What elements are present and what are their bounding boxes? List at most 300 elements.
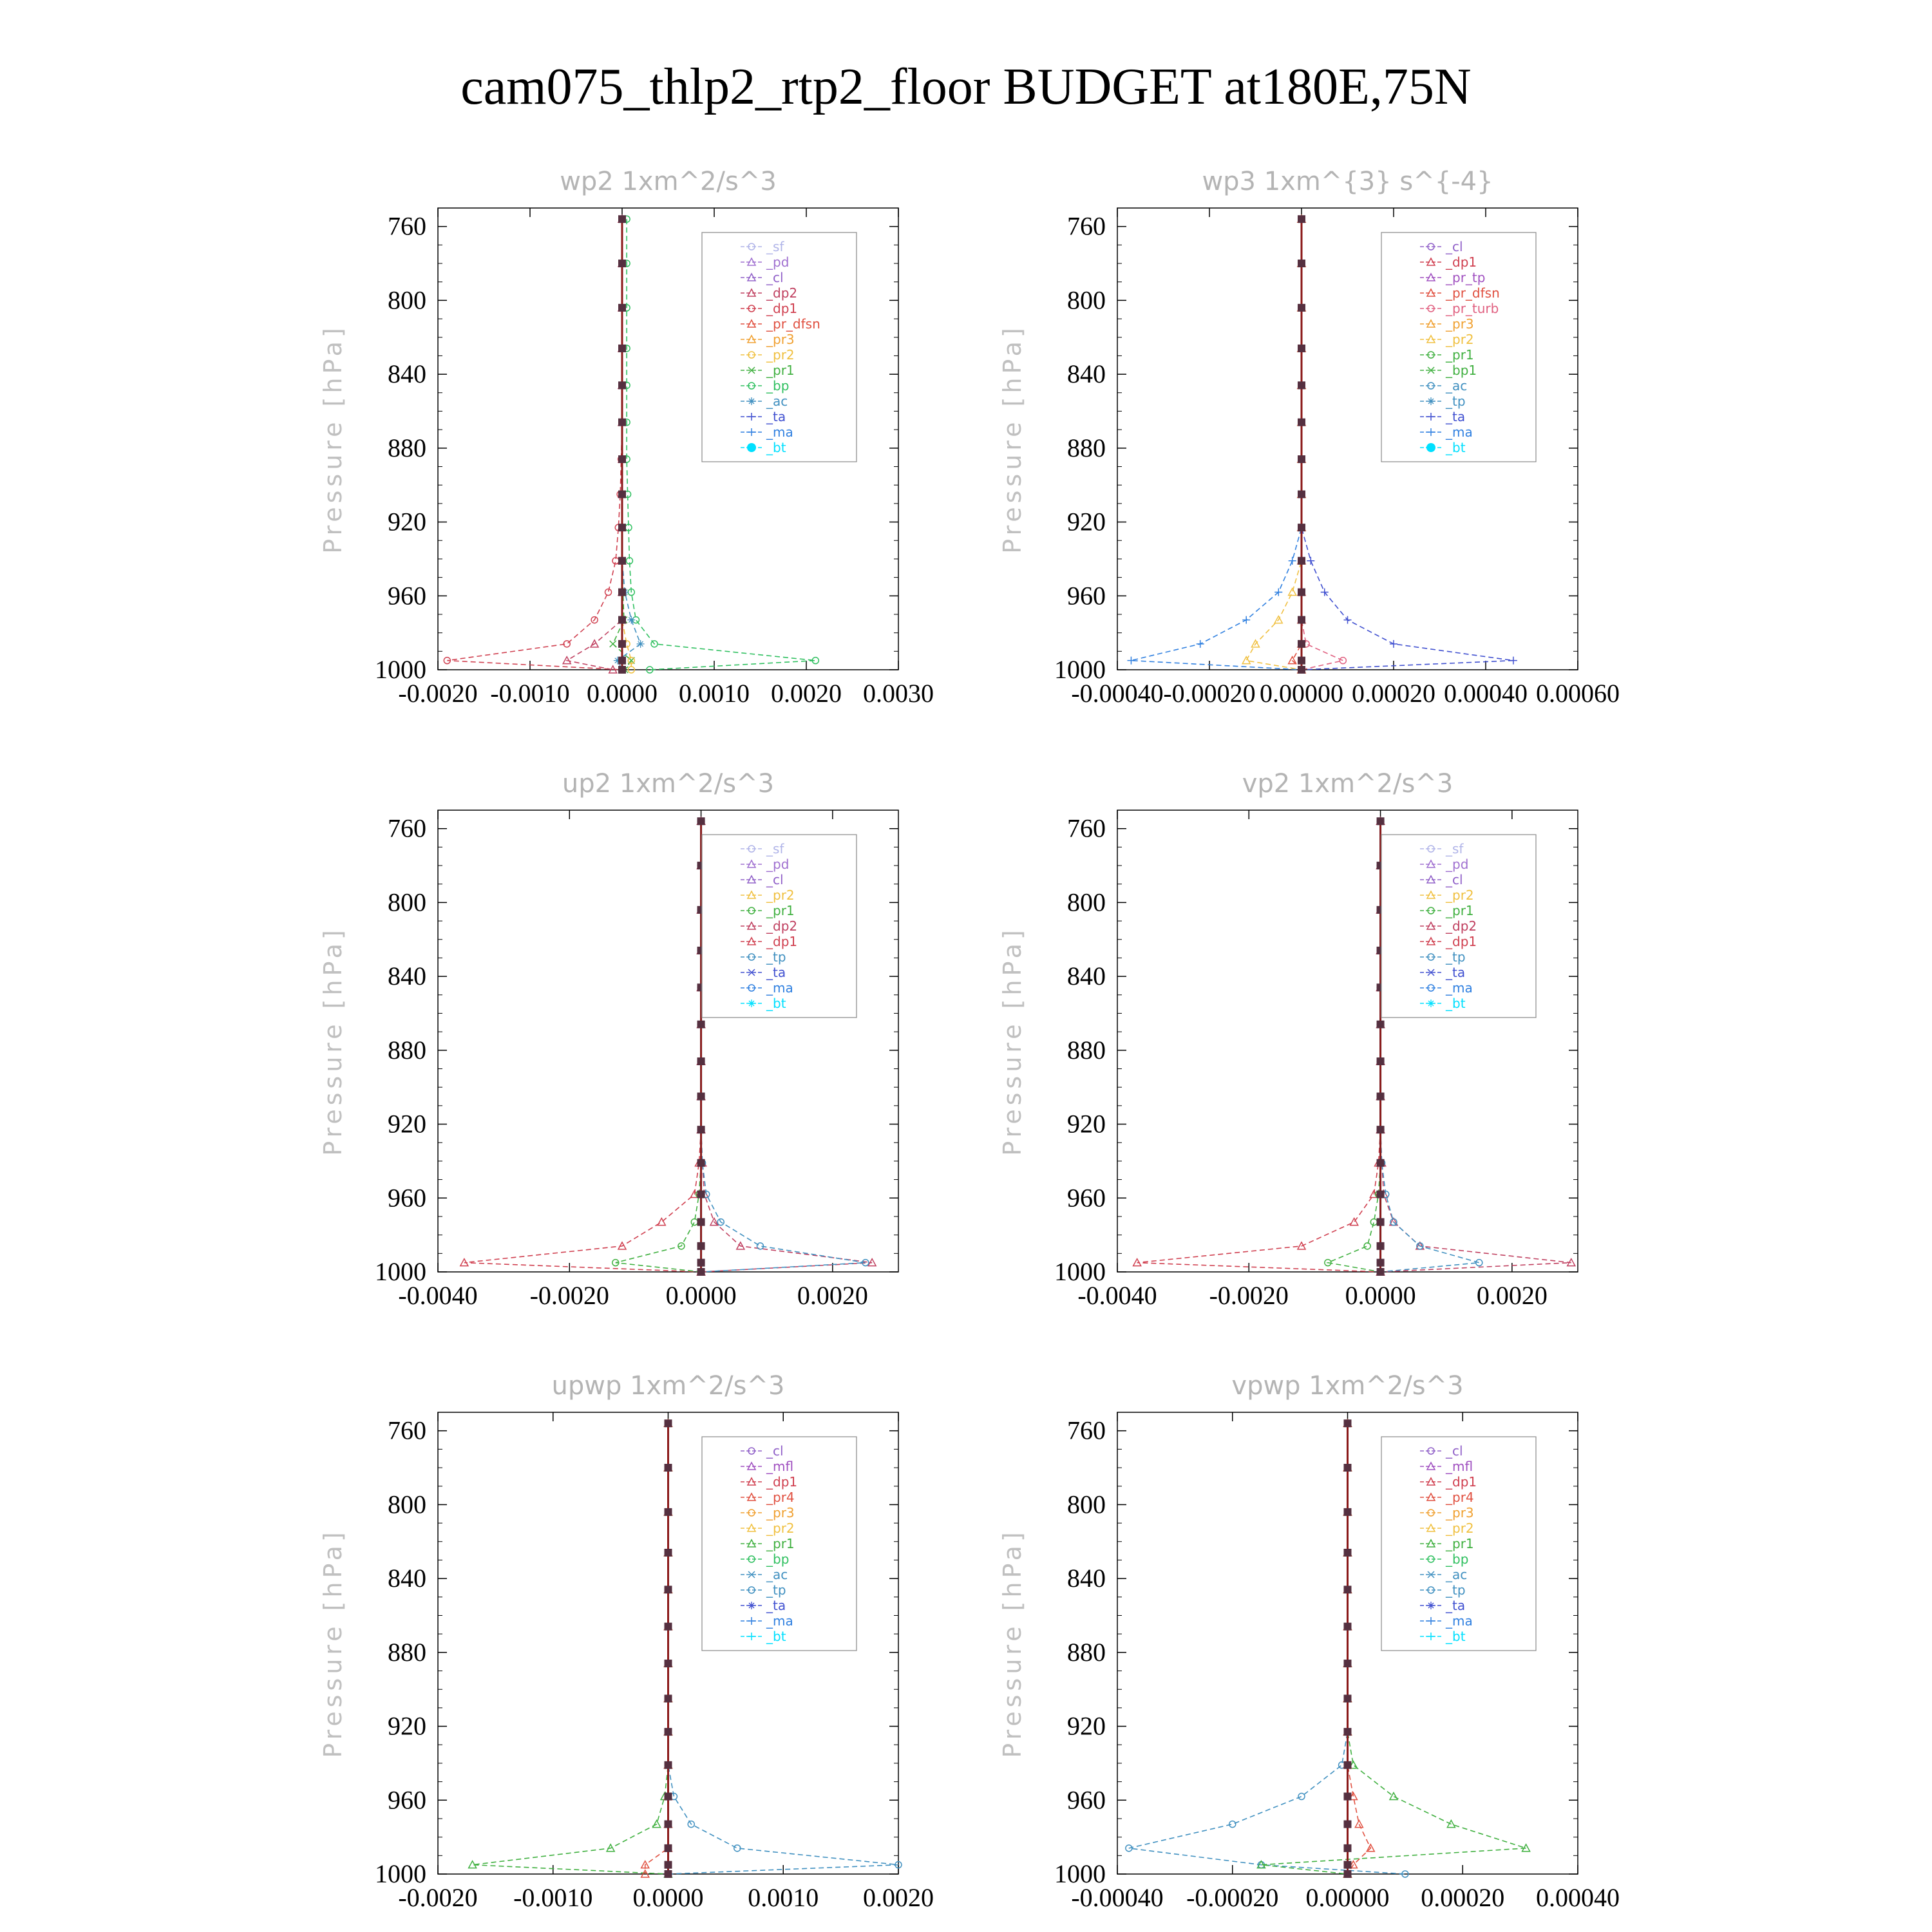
x-tick-label: -0.0020 bbox=[529, 1281, 609, 1310]
y-tick-label: 920 bbox=[388, 507, 426, 536]
legend-label: _pr4 bbox=[766, 1490, 795, 1505]
panel-5 bbox=[319, 1371, 934, 1912]
y-tick-label: 800 bbox=[1067, 285, 1106, 315]
data-point bbox=[1390, 640, 1397, 648]
series-line bbox=[1131, 219, 1302, 670]
x-tick-label: 0.0000 bbox=[632, 1883, 704, 1912]
legend-label: _ma bbox=[1446, 980, 1473, 996]
legend-label: _ma bbox=[766, 980, 793, 996]
legend-label: _ta bbox=[766, 1598, 786, 1613]
panel-title: wp3 1xm^{3} s^{-4} bbox=[1202, 167, 1493, 196]
overplot-marker bbox=[1377, 1021, 1385, 1028]
legend-label: _bt bbox=[1446, 440, 1466, 455]
overplot-marker bbox=[665, 1549, 672, 1557]
overplot-marker bbox=[1298, 557, 1305, 565]
y-tick-label: 760 bbox=[1067, 211, 1106, 241]
x-tick-label: -0.00020 bbox=[1186, 1883, 1279, 1912]
series-line bbox=[618, 219, 641, 670]
y-tick-label: 800 bbox=[388, 285, 426, 315]
overplot-marker bbox=[697, 1159, 705, 1167]
data-point bbox=[1242, 657, 1250, 664]
overplot-marker bbox=[1344, 1623, 1352, 1631]
data-point bbox=[1197, 640, 1204, 648]
x-tick-label: 0.00060 bbox=[1536, 679, 1620, 708]
overplot-marker bbox=[665, 1861, 672, 1869]
y-tick-label: 880 bbox=[1067, 1035, 1106, 1065]
legend-label: _tp bbox=[766, 1582, 786, 1598]
overplot-marker bbox=[1377, 1057, 1385, 1065]
legend-label: _bp bbox=[766, 378, 790, 393]
legend-label: _pr1 bbox=[1446, 1536, 1474, 1551]
overplot-marker bbox=[618, 491, 626, 498]
overplot-marker bbox=[697, 1268, 705, 1276]
data-point bbox=[1476, 1260, 1482, 1266]
y-tick-label: 880 bbox=[1067, 1637, 1106, 1667]
y-tick-label: 960 bbox=[1067, 1785, 1106, 1815]
overplot-marker bbox=[1377, 1268, 1385, 1276]
overplot-marker bbox=[1344, 1861, 1352, 1869]
overplot-marker bbox=[1377, 1159, 1385, 1167]
overplot-marker bbox=[697, 1259, 705, 1267]
legend-label: _ta bbox=[1446, 965, 1466, 980]
legend-label: _pr2 bbox=[1446, 1520, 1474, 1536]
x-tick-label: 0.00040 bbox=[1536, 1883, 1620, 1912]
data-point bbox=[1364, 1243, 1370, 1249]
legend-label: _ta bbox=[1446, 1598, 1466, 1613]
overplot-marker bbox=[1344, 1508, 1352, 1516]
legend-label: _pr4 bbox=[1446, 1490, 1474, 1505]
overplot-marker bbox=[665, 1821, 672, 1828]
overplot-marker bbox=[1298, 455, 1305, 463]
y-tick-label: 800 bbox=[388, 887, 426, 917]
overplot-marker bbox=[618, 419, 626, 426]
series-pr1 bbox=[1325, 818, 1384, 1275]
overplot-marker bbox=[618, 640, 626, 648]
data-point bbox=[1242, 616, 1250, 624]
legend-label: _dp2 bbox=[1446, 918, 1477, 934]
y-tick-label: 920 bbox=[388, 1109, 426, 1139]
y-tick-label: 840 bbox=[388, 359, 426, 389]
overplot-marker bbox=[618, 381, 626, 389]
legend-label: _pr2 bbox=[1446, 332, 1474, 347]
y-tick-label: 920 bbox=[1067, 1109, 1106, 1139]
legend-label: _cl bbox=[1446, 239, 1463, 254]
panel-title: vp2 1xm^2/s^3 bbox=[1242, 769, 1454, 799]
data-point bbox=[1340, 658, 1346, 664]
overplot-marker bbox=[1377, 1191, 1385, 1198]
y-tick-label: 1000 bbox=[375, 1859, 426, 1888]
x-tick-label: 0.0020 bbox=[863, 1883, 934, 1912]
series-line bbox=[447, 219, 622, 670]
panel-1 bbox=[319, 167, 934, 708]
overplot-marker bbox=[618, 455, 626, 463]
legend-label: _ta bbox=[766, 409, 786, 424]
x-tick-label: -0.0020 bbox=[398, 679, 478, 708]
x-tick-label: -0.0040 bbox=[1077, 1281, 1157, 1310]
overplot-marker bbox=[665, 1844, 672, 1852]
overplot-marker bbox=[1298, 304, 1305, 312]
data-point bbox=[1355, 1821, 1363, 1828]
legend-label: _ta bbox=[766, 965, 786, 980]
overplot-marker bbox=[1298, 640, 1305, 648]
legend-label: _pr_dfsn bbox=[766, 316, 820, 332]
legend-label: _bt bbox=[766, 440, 786, 455]
overplot-marker bbox=[1344, 1821, 1352, 1828]
series-line bbox=[616, 821, 701, 1272]
overplot-marker bbox=[1344, 1586, 1352, 1593]
legend-marker bbox=[1426, 443, 1435, 452]
data-point bbox=[610, 641, 616, 647]
x-tick-label: -0.00040 bbox=[1071, 1883, 1164, 1912]
series-dp1 bbox=[1133, 817, 1385, 1275]
x-tick-label: 0.00000 bbox=[1260, 679, 1343, 708]
series-line bbox=[1328, 821, 1381, 1272]
legend-label: _ac bbox=[766, 1567, 788, 1582]
overplot-marker bbox=[1344, 1464, 1352, 1472]
legend-label: _ac bbox=[1446, 1567, 1468, 1582]
y-axis-label: Pressure [hPa] bbox=[319, 324, 347, 554]
overplot-marker bbox=[618, 260, 626, 267]
legend-label: _pr2 bbox=[766, 887, 795, 903]
y-tick-label: 840 bbox=[1067, 961, 1106, 991]
y-tick-label: 760 bbox=[1067, 813, 1106, 843]
series-line bbox=[1302, 219, 1343, 670]
overplot-marker bbox=[1298, 666, 1305, 674]
overplot-marker bbox=[665, 1761, 672, 1769]
legend-label: _pr_tp bbox=[1446, 270, 1486, 285]
legend-label: _pr_dfsn bbox=[1446, 285, 1500, 301]
series-line bbox=[645, 1423, 668, 1874]
legend-label: _mfl bbox=[766, 1459, 794, 1474]
panel-6 bbox=[998, 1371, 1620, 1912]
x-tick-label: -0.0010 bbox=[513, 1883, 593, 1912]
y-tick-label: 1000 bbox=[1054, 655, 1106, 684]
x-tick-label: 0.0030 bbox=[863, 679, 934, 708]
legend-label: _bt bbox=[766, 1629, 786, 1644]
legend-label: _dp1 bbox=[1446, 1474, 1477, 1490]
overplot-marker bbox=[1344, 1870, 1352, 1878]
overplot-marker bbox=[1298, 657, 1305, 665]
x-tick-label: 0.0000 bbox=[665, 1281, 737, 1310]
legend-label: _tp bbox=[1446, 393, 1466, 409]
overplot-marker bbox=[1377, 1218, 1385, 1226]
legend-label: _bt bbox=[1446, 996, 1466, 1011]
x-tick-label: -0.0010 bbox=[490, 679, 570, 708]
x-tick-label: 0.00040 bbox=[1444, 679, 1528, 708]
x-tick-label: 0.0000 bbox=[587, 679, 658, 708]
y-axis-label: Pressure [hPa] bbox=[998, 324, 1027, 554]
panel-3 bbox=[319, 769, 898, 1310]
series-line bbox=[464, 821, 701, 1272]
overplot-marker bbox=[1344, 1695, 1352, 1703]
legend-label: _dp1 bbox=[766, 301, 798, 316]
data-point bbox=[1344, 616, 1352, 624]
overplot-marker bbox=[1377, 817, 1385, 825]
y-tick-label: 840 bbox=[388, 961, 426, 991]
data-point bbox=[1510, 657, 1517, 665]
y-tick-label: 840 bbox=[388, 1564, 426, 1593]
x-tick-label: 0.0000 bbox=[1345, 1281, 1416, 1310]
legend-label: _dp2 bbox=[766, 285, 798, 301]
legend-label: _dp2 bbox=[766, 918, 798, 934]
legend-label: _pr1 bbox=[766, 903, 795, 918]
overplot-marker bbox=[665, 1586, 672, 1593]
series-pr2 bbox=[1242, 215, 1305, 673]
overplot-marker bbox=[1344, 1419, 1352, 1427]
overplot-marker bbox=[618, 215, 626, 223]
y-tick-label: 960 bbox=[1067, 1183, 1106, 1213]
data-point bbox=[1370, 1219, 1377, 1226]
x-tick-label: 0.0020 bbox=[797, 1281, 868, 1310]
series-dp1 bbox=[460, 817, 705, 1275]
legend-label: _pr1 bbox=[1446, 903, 1474, 918]
overplot-marker bbox=[1298, 616, 1305, 624]
legend-label: _cl bbox=[1446, 872, 1463, 887]
overplot-marker bbox=[1344, 1793, 1352, 1801]
data-point bbox=[637, 640, 645, 648]
y-tick-label: 920 bbox=[388, 1711, 426, 1741]
legend-label: _pr_turb bbox=[1446, 301, 1499, 316]
y-tick-label: 800 bbox=[388, 1490, 426, 1519]
data-point bbox=[1298, 1794, 1305, 1800]
overplot-marker bbox=[1298, 215, 1305, 223]
overplot-marker bbox=[697, 1057, 705, 1065]
series-pr_dfsn bbox=[1289, 215, 1305, 673]
y-tick-label: 960 bbox=[388, 1183, 426, 1213]
legend-label: _sf bbox=[1446, 841, 1464, 857]
series-pr1 bbox=[469, 1419, 672, 1877]
series-ma bbox=[1127, 215, 1305, 674]
x-tick-label: 0.0020 bbox=[771, 679, 842, 708]
y-tick-label: 1000 bbox=[375, 1257, 426, 1286]
legend-label: _pr2 bbox=[766, 1520, 795, 1536]
y-tick-label: 960 bbox=[388, 1785, 426, 1815]
y-tick-label: 880 bbox=[388, 1035, 426, 1065]
legend-label: _bp1 bbox=[1446, 363, 1477, 378]
y-tick-label: 840 bbox=[1067, 359, 1106, 389]
overplot-marker bbox=[1298, 260, 1305, 267]
x-tick-label: -0.00040 bbox=[1071, 679, 1164, 708]
data-point bbox=[1289, 589, 1296, 596]
panel-title: upwp 1xm^2/s^3 bbox=[551, 1371, 785, 1401]
overplot-marker bbox=[665, 1695, 672, 1703]
series-line bbox=[1137, 821, 1381, 1272]
data-point bbox=[1390, 1793, 1397, 1800]
y-tick-label: 760 bbox=[388, 211, 426, 241]
panel-4 bbox=[998, 769, 1578, 1310]
overplot-marker bbox=[1298, 491, 1305, 498]
data-point bbox=[734, 1845, 741, 1852]
overplot-marker bbox=[618, 345, 626, 352]
y-axis-label: Pressure [hPa] bbox=[998, 926, 1027, 1156]
y-tick-label: 760 bbox=[1067, 1416, 1106, 1445]
y-tick-label: 960 bbox=[1067, 581, 1106, 611]
y-tick-label: 920 bbox=[1067, 1711, 1106, 1741]
overplot-marker bbox=[618, 557, 626, 565]
overplot-marker bbox=[697, 1218, 705, 1226]
y-tick-label: 760 bbox=[388, 813, 426, 843]
legend-label: _pr2 bbox=[766, 347, 795, 363]
panel-title: vpwp 1xm^2/s^3 bbox=[1231, 1371, 1464, 1401]
series-dp1 bbox=[444, 216, 625, 673]
data-point bbox=[1350, 1218, 1358, 1226]
x-tick-label: 0.00020 bbox=[1352, 679, 1435, 708]
legend-label: _ma bbox=[766, 424, 793, 440]
legend-label: _pr1 bbox=[766, 363, 795, 378]
overplot-marker bbox=[665, 1464, 672, 1472]
y-tick-label: 880 bbox=[388, 433, 426, 462]
y-tick-label: 1000 bbox=[1054, 1859, 1106, 1888]
legend-label: _dp1 bbox=[766, 934, 798, 949]
overplot-marker bbox=[665, 1870, 672, 1878]
x-tick-label: -0.00020 bbox=[1163, 679, 1256, 708]
y-tick-label: 800 bbox=[1067, 887, 1106, 917]
overplot-marker bbox=[1298, 524, 1305, 531]
y-tick-label: 880 bbox=[1067, 433, 1106, 462]
data-point bbox=[691, 1219, 697, 1226]
series-line bbox=[567, 219, 622, 670]
overplot-marker bbox=[665, 1793, 672, 1801]
series-line bbox=[1129, 1423, 1405, 1874]
overplot-marker bbox=[618, 666, 626, 674]
legend-label: _bp bbox=[1446, 1551, 1469, 1567]
data-point bbox=[1307, 557, 1314, 565]
legend-label: _pr3 bbox=[1446, 1505, 1474, 1520]
legend-label: _pr3 bbox=[766, 1505, 795, 1520]
series-tp bbox=[1126, 1420, 1408, 1877]
overplot-marker bbox=[1344, 1660, 1352, 1667]
y-tick-label: 1000 bbox=[1054, 1257, 1106, 1286]
x-tick-label: -0.0040 bbox=[398, 1281, 478, 1310]
legend-label: _cl bbox=[766, 1443, 784, 1459]
overplot-marker bbox=[697, 1126, 705, 1133]
legend-label: _ma bbox=[766, 1613, 793, 1629]
overplot-marker bbox=[618, 657, 626, 665]
legend-label: _tp bbox=[1446, 949, 1466, 965]
x-tick-label: 0.0010 bbox=[748, 1883, 819, 1912]
panel-title: wp2 1xm^2/s^3 bbox=[560, 167, 777, 196]
legend-label: _dp1 bbox=[1446, 254, 1477, 270]
overplot-marker bbox=[1344, 1844, 1352, 1852]
series-dp2 bbox=[563, 215, 626, 673]
legend-label: _cl bbox=[766, 270, 784, 285]
x-tick-label: 0.0020 bbox=[1476, 1281, 1548, 1310]
legend-label: _pd bbox=[766, 857, 790, 872]
x-tick-label: -0.0020 bbox=[398, 1883, 478, 1912]
legend-label: _sf bbox=[766, 841, 784, 857]
y-tick-label: 1000 bbox=[375, 655, 426, 684]
overplot-marker bbox=[1344, 1761, 1352, 1769]
legend-label: _mfl bbox=[1446, 1459, 1473, 1474]
overplot-marker bbox=[1298, 589, 1305, 596]
series-line bbox=[1348, 1423, 1371, 1874]
overplot-marker bbox=[618, 616, 626, 624]
legend-label: _ac bbox=[766, 393, 788, 409]
overplot-marker bbox=[697, 817, 705, 825]
legend-label: _pd bbox=[1446, 857, 1469, 872]
legend-label: _ac bbox=[1446, 378, 1468, 393]
x-tick-label: -0.0020 bbox=[1209, 1281, 1289, 1310]
overplot-marker bbox=[665, 1419, 672, 1427]
y-tick-label: 760 bbox=[388, 1416, 426, 1445]
legend-label: _pd bbox=[766, 254, 790, 270]
legend-label: _dp1 bbox=[766, 1474, 798, 1490]
overplot-marker bbox=[618, 524, 626, 531]
figure-title: cam075_thlp2_rtp2_floor BUDGET at180E,75N bbox=[460, 59, 1472, 115]
legend-label: _pr1 bbox=[766, 1536, 795, 1551]
overplot-marker bbox=[1377, 1126, 1385, 1133]
overplot-marker bbox=[1344, 1549, 1352, 1557]
overplot-marker bbox=[618, 304, 626, 312]
y-axis-label: Pressure [hPa] bbox=[998, 1528, 1027, 1758]
series-line bbox=[1293, 219, 1302, 670]
x-tick-label: 0.0010 bbox=[679, 679, 750, 708]
overplot-marker bbox=[697, 1021, 705, 1028]
legend-label: _tp bbox=[1446, 1582, 1466, 1598]
overplot-marker bbox=[697, 1242, 705, 1250]
y-tick-label: 920 bbox=[1067, 507, 1106, 536]
legend-label: _bt bbox=[766, 996, 786, 1011]
y-tick-label: 800 bbox=[1067, 1490, 1106, 1519]
y-axis-label: Pressure [hPa] bbox=[319, 926, 347, 1156]
legend-label: _tp bbox=[766, 949, 786, 965]
legend-label: _pr2 bbox=[1446, 887, 1474, 903]
y-tick-label: 880 bbox=[388, 1637, 426, 1667]
data-point bbox=[653, 1821, 661, 1828]
overplot-marker bbox=[665, 1623, 672, 1631]
series-pr_turb bbox=[1298, 216, 1346, 673]
x-tick-label: 0.00000 bbox=[1305, 1883, 1390, 1912]
legend-label: _ma bbox=[1446, 1613, 1473, 1629]
overplot-marker bbox=[1344, 1728, 1352, 1736]
legend-label: _sf bbox=[766, 239, 784, 254]
legend-label: _pr3 bbox=[766, 332, 795, 347]
overplot-marker bbox=[1298, 345, 1305, 352]
legend-marker bbox=[747, 443, 756, 452]
overplot-marker bbox=[1377, 1259, 1385, 1267]
x-tick-label: 0.00020 bbox=[1421, 1883, 1505, 1912]
data-point bbox=[1289, 557, 1296, 565]
series-pr1 bbox=[612, 818, 705, 1275]
y-tick-label: 960 bbox=[388, 581, 426, 611]
overplot-marker bbox=[665, 1728, 672, 1736]
series-line bbox=[1246, 219, 1302, 670]
overplot-marker bbox=[618, 589, 626, 596]
overplot-marker bbox=[697, 1191, 705, 1198]
overplot-marker bbox=[1298, 419, 1305, 426]
legend-label: _ma bbox=[1446, 424, 1473, 440]
legend-label: _cl bbox=[1446, 1443, 1463, 1459]
overplot-marker bbox=[1377, 1242, 1385, 1250]
y-tick-label: 840 bbox=[1067, 1564, 1106, 1593]
overplot-marker bbox=[665, 1508, 672, 1516]
y-axis-label: Pressure [hPa] bbox=[319, 1528, 347, 1758]
legend-label: _bp bbox=[766, 1551, 790, 1567]
overplot-marker bbox=[1377, 1093, 1385, 1101]
panel-2 bbox=[998, 167, 1620, 708]
legend-label: _pr1 bbox=[1446, 347, 1474, 363]
data-point bbox=[1127, 657, 1135, 665]
legend-label: _dp1 bbox=[1446, 934, 1477, 949]
overplot-marker bbox=[697, 1093, 705, 1101]
legend-label: _pr3 bbox=[1446, 316, 1474, 332]
panel-title: up2 1xm^2/s^3 bbox=[562, 769, 775, 799]
series-line bbox=[473, 1423, 668, 1874]
legend-label: _cl bbox=[766, 872, 784, 887]
series-ac bbox=[614, 215, 645, 674]
overplot-marker bbox=[665, 1660, 672, 1667]
legend-label: _bt bbox=[1446, 1629, 1466, 1644]
